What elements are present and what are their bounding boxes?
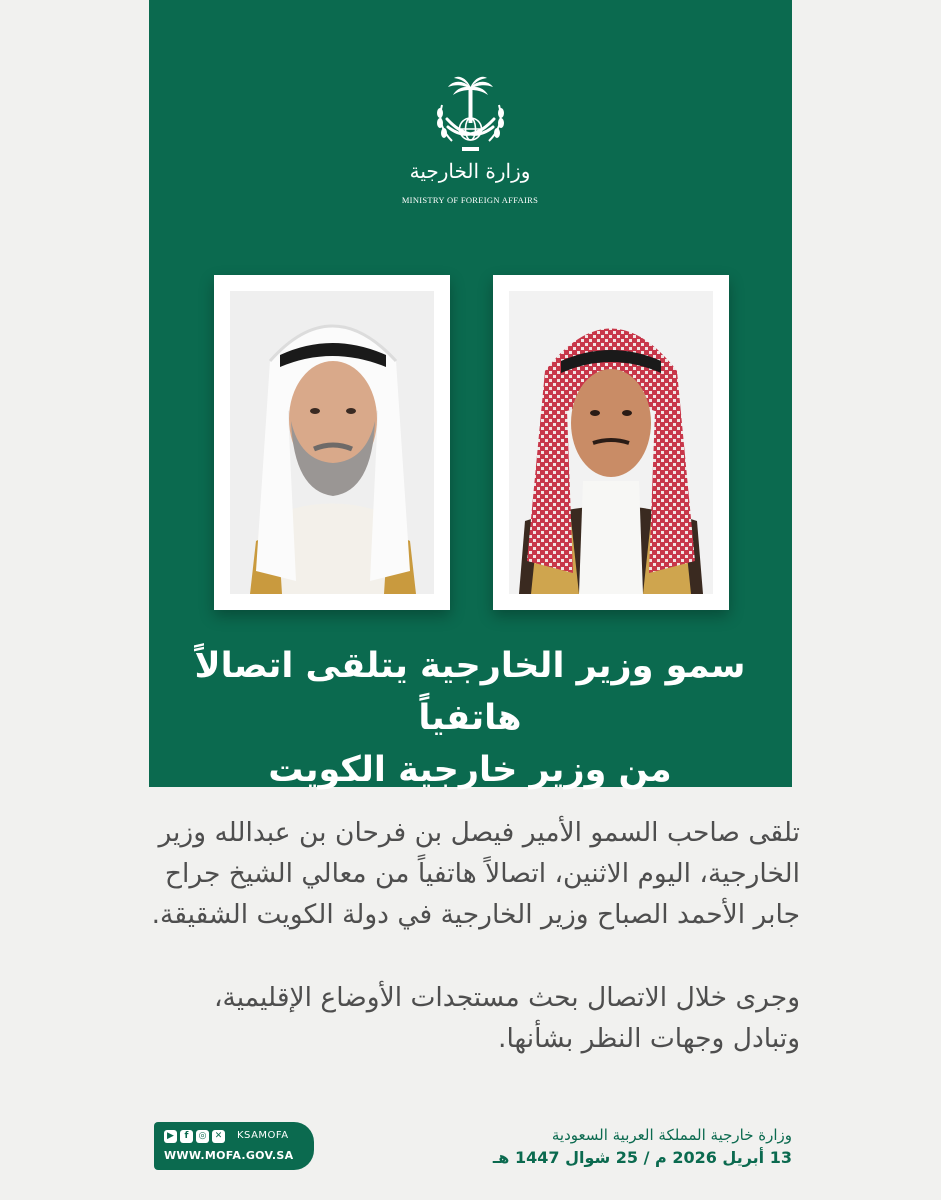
social-badge[interactable] [154, 1122, 314, 1170]
x-icon[interactable]: ✕ [212, 1130, 225, 1143]
saudi-minister-portrait-image [509, 291, 713, 594]
social-icons [164, 1129, 225, 1143]
article-paragraph-1: تلقى صاحب السمو الأمير فيصل بن فرحان بن عبدالله وزير الخارجية، اليوم الاثنين، اتصالاً هاتفياً من معالي الشيخ جراح جابر الأحمد الصباح وزير الخارجية في دولة الكويت الشقيقة. [151, 817, 800, 930]
website-link[interactable]: WWW.MOFA.GOV.SA [164, 1149, 294, 1162]
ministry-name-arabic: وزارة الخارجية [409, 159, 531, 183]
portrait-frame-left [214, 275, 450, 610]
headline-line-1: سمو وزير الخارجية يتلقى اتصالاً هاتفياً [194, 646, 746, 738]
headline [170, 640, 770, 796]
source-block [470, 1124, 792, 1170]
portrait-frame-right [493, 275, 729, 610]
source-organization: وزارة خارجية المملكة العربية السعودية [551, 1126, 792, 1144]
kuwaiti-minister-portrait-image [230, 291, 434, 594]
ministry-name-english: MINISTRY OF FOREIGN AFFAIRS [401, 195, 539, 205]
social-handle[interactable]: KSAMOFA [237, 1130, 289, 1141]
article-body [140, 812, 800, 1059]
article-paragraph-2: وجرى خلال الاتصال بحث مستجدات الأوضاع الإقليمية، وتبادل وجهات النظر بشأنها. [213, 982, 800, 1054]
headline-line-2: من وزير خارجية الكويت [268, 750, 672, 790]
instagram-icon[interactable]: ◎ [196, 1130, 209, 1143]
facebook-icon[interactable]: f [180, 1130, 193, 1143]
youtube-icon[interactable]: ▶ [164, 1130, 177, 1143]
saudi-emblem-icon [428, 75, 513, 155]
publication-date: 13 أبريل 2026 م / 25 شوال 1447 هـ [492, 1148, 792, 1167]
